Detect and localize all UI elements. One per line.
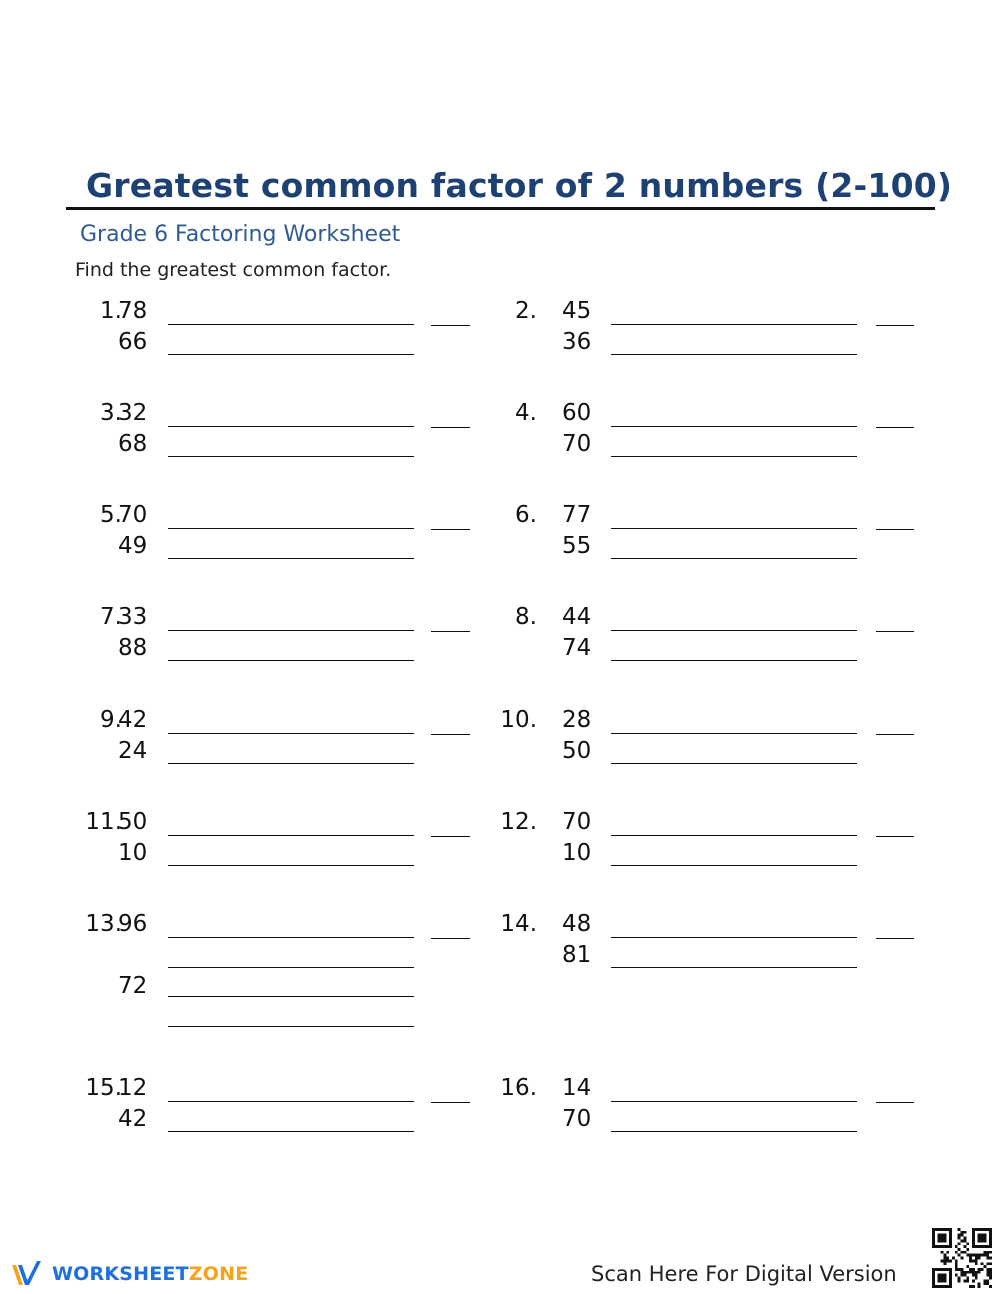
- operand-first: 78: [118, 298, 148, 324]
- problem-number: 8.: [515, 604, 537, 630]
- work-line[interactable]: [611, 630, 857, 631]
- work-line[interactable]: [611, 324, 857, 325]
- operand-first: 12: [118, 1075, 148, 1101]
- answer-line[interactable]: [876, 631, 914, 632]
- problem-number: 1.: [100, 298, 122, 324]
- operand-first: 60: [562, 400, 592, 426]
- logo-text-worksheet: WORKSHEET: [52, 1263, 189, 1285]
- work-line[interactable]: [611, 967, 857, 968]
- operand-first: 48: [562, 911, 592, 937]
- work-line[interactable]: [168, 456, 414, 457]
- problem-item: [62, 909, 492, 1069]
- problem-number: 6.: [515, 502, 537, 528]
- answer-line[interactable]: [431, 529, 470, 530]
- operand-second: 70: [562, 431, 592, 457]
- operand-second: 24: [118, 738, 148, 764]
- operand-first: 77: [562, 502, 592, 528]
- operand-first: 96: [118, 911, 148, 937]
- problem-item: [489, 1073, 919, 1233]
- qr-code-icon[interactable]: [932, 1228, 992, 1288]
- problem-number: 2.: [515, 298, 537, 324]
- worksheet-subtitle: Grade 6 Factoring Worksheet: [80, 222, 401, 247]
- work-line[interactable]: [611, 835, 857, 836]
- operand-second: 49: [118, 533, 148, 559]
- operand-first: 28: [562, 707, 592, 733]
- work-line[interactable]: [168, 835, 414, 836]
- operand-second: 81: [562, 942, 592, 968]
- operand-first: 70: [562, 809, 592, 835]
- work-line[interactable]: [168, 426, 414, 427]
- work-line[interactable]: [611, 558, 857, 559]
- work-line[interactable]: [611, 528, 857, 529]
- problem-number: 10.: [500, 707, 537, 733]
- operand-second: 10: [118, 840, 148, 866]
- work-line[interactable]: [168, 528, 414, 529]
- worksheetzone-logo-icon: [10, 1259, 44, 1289]
- work-line[interactable]: [168, 763, 414, 764]
- operand-second: 74: [562, 635, 592, 661]
- work-line[interactable]: [168, 324, 414, 325]
- answer-line[interactable]: [876, 325, 914, 326]
- problem-number: 12.: [500, 809, 537, 835]
- operand-first: 45: [562, 298, 592, 324]
- problem-number: 5.: [100, 502, 122, 528]
- work-line[interactable]: [168, 733, 414, 734]
- operand-second: 68: [118, 431, 148, 457]
- work-line[interactable]: [611, 763, 857, 764]
- work-line[interactable]: [611, 354, 857, 355]
- problem-number: 15.: [85, 1075, 122, 1101]
- answer-line[interactable]: [431, 1102, 470, 1103]
- work-line[interactable]: [168, 354, 414, 355]
- work-line[interactable]: [168, 996, 414, 997]
- answer-line[interactable]: [431, 836, 470, 837]
- work-line[interactable]: [168, 558, 414, 559]
- instructions: Find the greatest common factor.: [75, 259, 392, 281]
- operand-first: 44: [562, 604, 592, 630]
- work-line[interactable]: [168, 1131, 414, 1132]
- problem-number: 14.: [500, 911, 537, 937]
- work-line[interactable]: [611, 1101, 857, 1102]
- work-line[interactable]: [611, 426, 857, 427]
- operand-first: 50: [118, 809, 148, 835]
- work-line[interactable]: [168, 630, 414, 631]
- operand-second: 36: [562, 329, 592, 355]
- problem-number: 4.: [515, 400, 537, 426]
- work-line[interactable]: [611, 456, 857, 457]
- scan-instructions: Scan Here For Digital Version: [591, 1262, 897, 1286]
- operand-second: 50: [562, 738, 592, 764]
- operand-second: 66: [118, 329, 148, 355]
- logo-text-zone: ZONE: [188, 1263, 249, 1285]
- operand-second: 72: [118, 973, 148, 999]
- answer-line[interactable]: [876, 938, 914, 939]
- problem-item: [489, 909, 919, 1069]
- problem-number: 16.: [500, 1075, 537, 1101]
- operand-first: 33: [118, 604, 148, 630]
- answer-line[interactable]: [876, 427, 914, 428]
- work-line[interactable]: [611, 1131, 857, 1132]
- operand-first: 70: [118, 502, 148, 528]
- answer-line[interactable]: [876, 734, 914, 735]
- operand-first: 32: [118, 400, 148, 426]
- answer-line[interactable]: [876, 1102, 914, 1103]
- operand-first: 42: [118, 707, 148, 733]
- work-line[interactable]: [611, 733, 857, 734]
- answer-line[interactable]: [431, 938, 470, 939]
- operand-second: 70: [562, 1106, 592, 1132]
- operand-second: 42: [118, 1106, 148, 1132]
- work-line[interactable]: [168, 1026, 414, 1027]
- answer-line[interactable]: [431, 325, 470, 326]
- operand-second: 55: [562, 533, 592, 559]
- problem-number: 13.: [85, 911, 122, 937]
- problem-number: 11.: [85, 809, 122, 835]
- answer-line[interactable]: [876, 529, 914, 530]
- operand-first: 14: [562, 1075, 592, 1101]
- operand-second: 10: [562, 840, 592, 866]
- work-line[interactable]: [611, 865, 857, 866]
- work-line[interactable]: [168, 967, 414, 968]
- worksheetzone-logo: [10, 1256, 248, 1292]
- answer-line[interactable]: [876, 836, 914, 837]
- work-line[interactable]: [611, 660, 857, 661]
- problem-number: 3.: [100, 400, 122, 426]
- problem-item: [62, 1073, 492, 1233]
- answer-line[interactable]: [431, 631, 470, 632]
- worksheet-title: Greatest common factor of 2 numbers (2-100): [86, 166, 953, 205]
- problem-number: 7.: [100, 604, 122, 630]
- work-line[interactable]: [611, 937, 857, 938]
- work-line[interactable]: [168, 1101, 414, 1102]
- problem-number: 9.: [100, 707, 122, 733]
- title-divider: [66, 207, 935, 210]
- work-line[interactable]: [168, 660, 414, 661]
- work-line[interactable]: [168, 937, 414, 938]
- work-line[interactable]: [168, 865, 414, 866]
- operand-second: 88: [118, 635, 148, 661]
- answer-line[interactable]: [431, 734, 470, 735]
- answer-line[interactable]: [431, 427, 470, 428]
